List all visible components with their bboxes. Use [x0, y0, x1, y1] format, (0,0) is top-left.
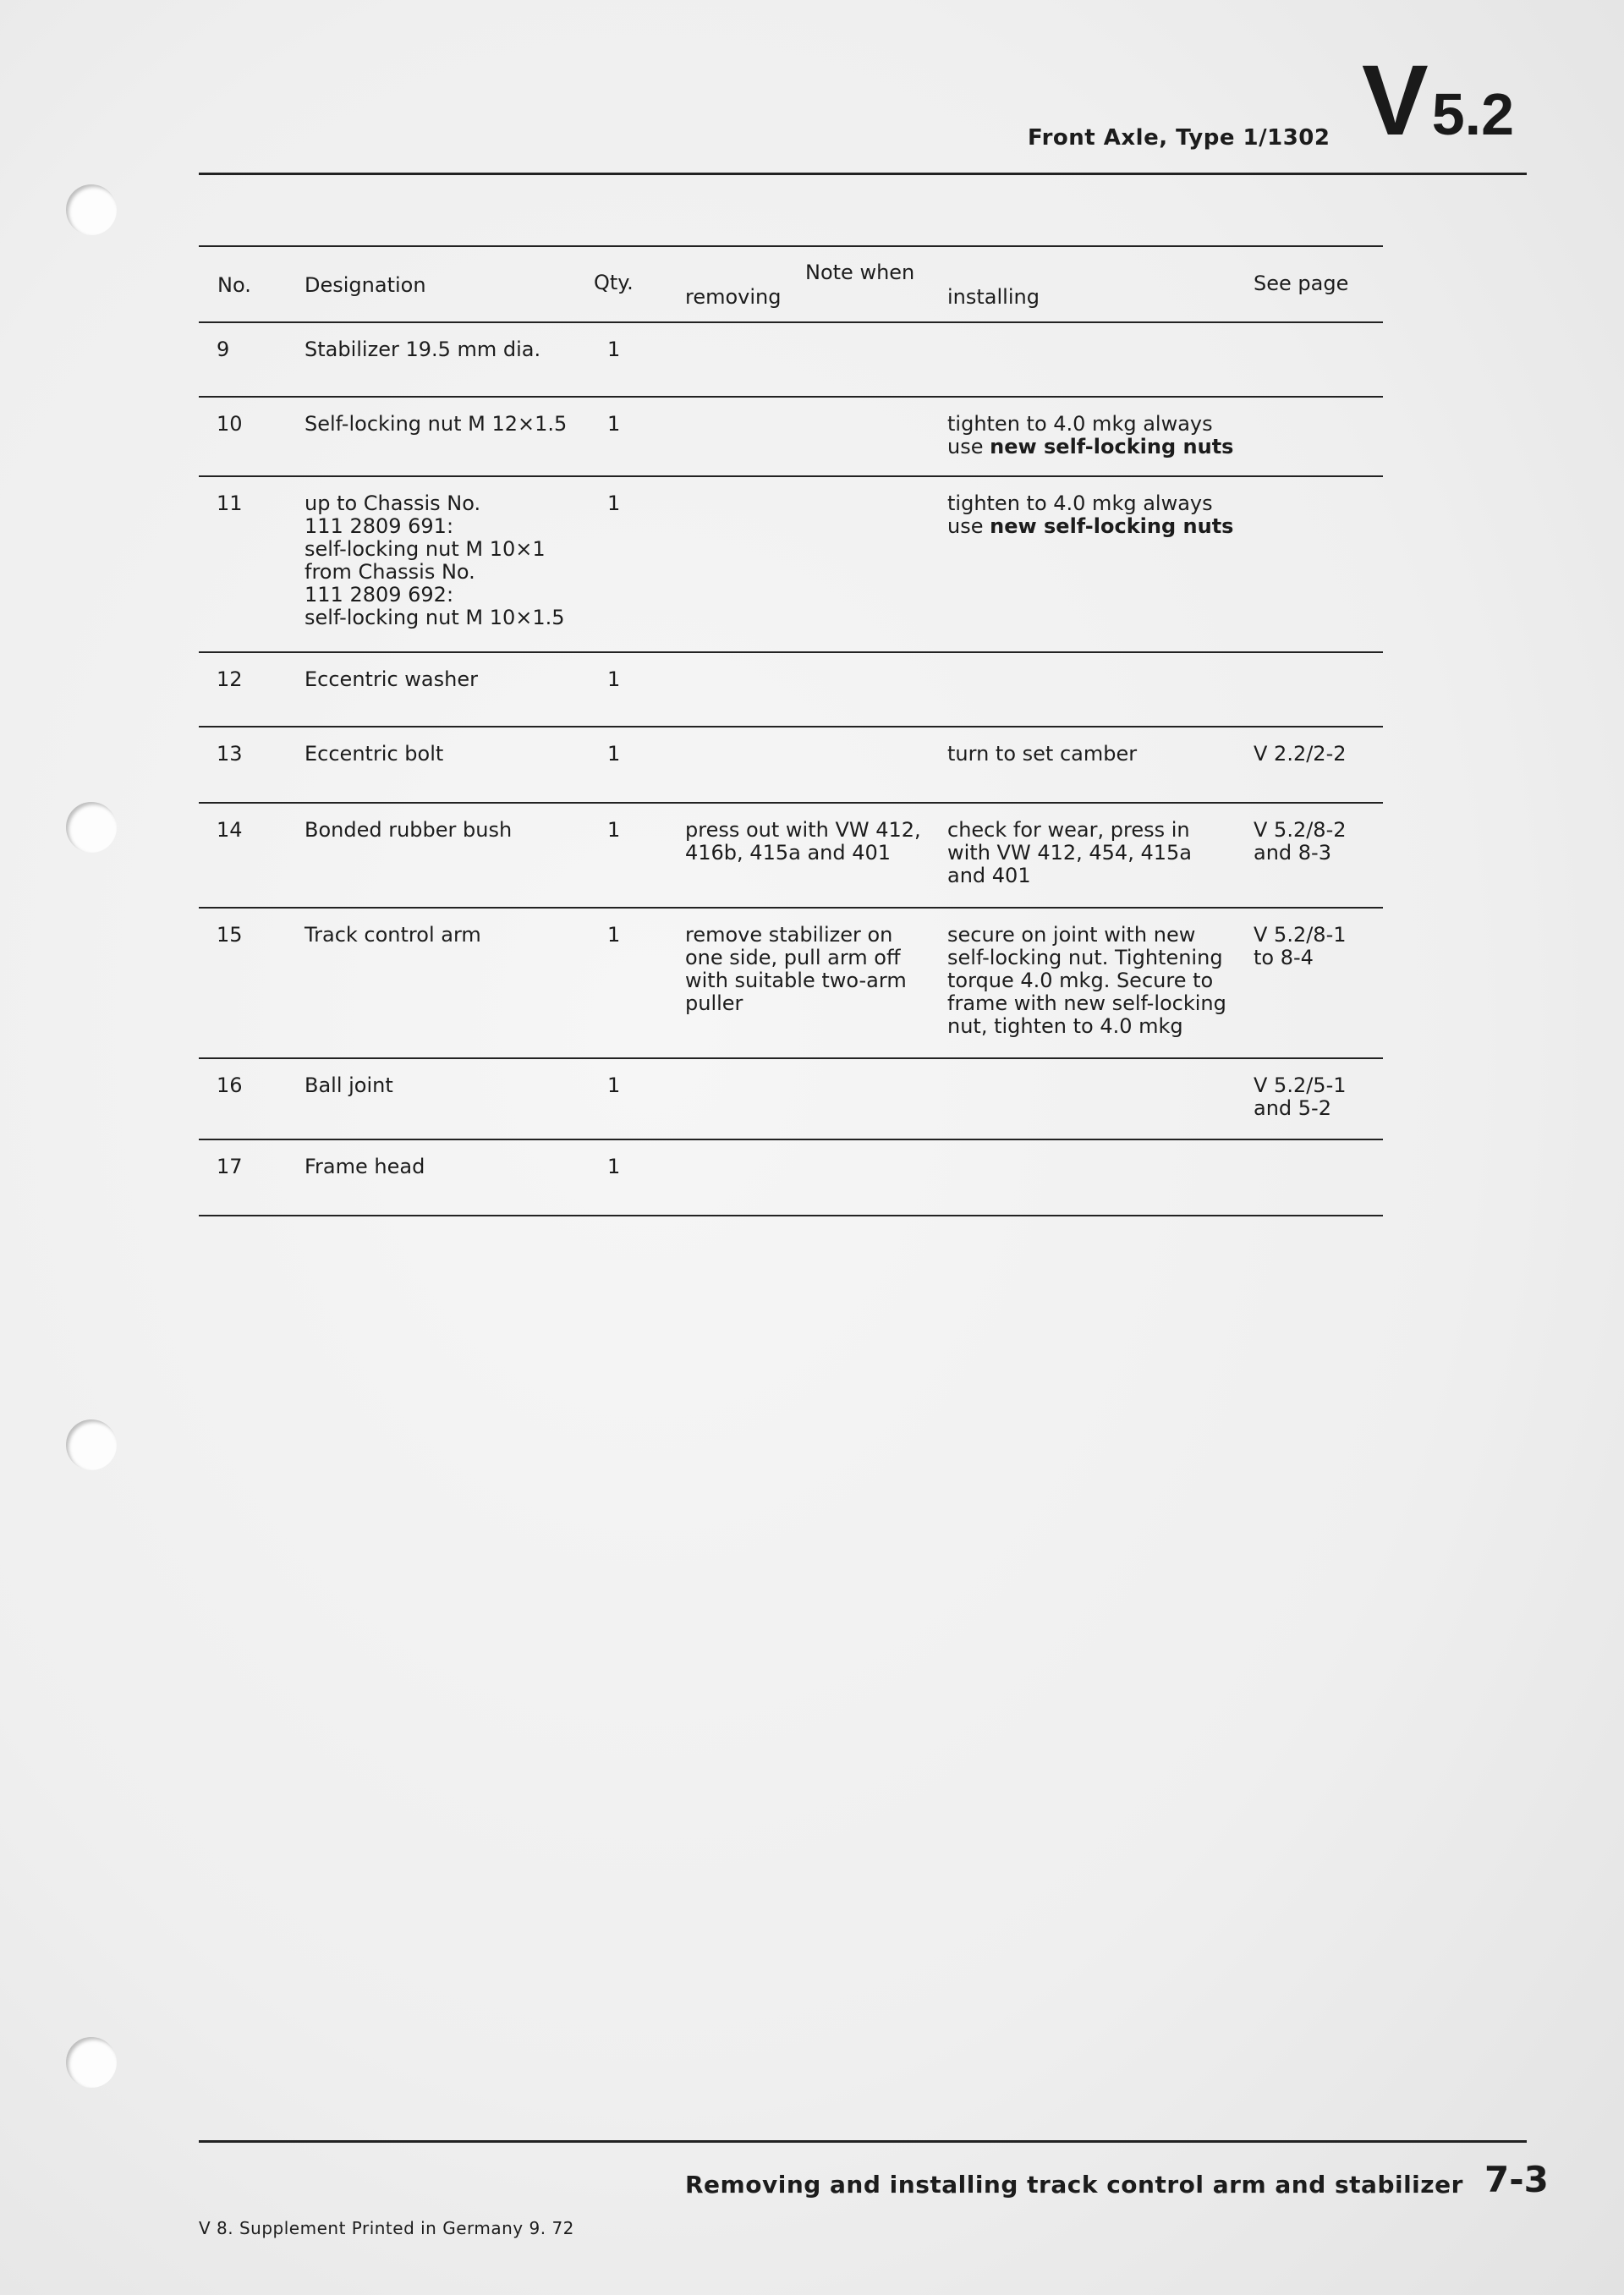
installing-note-text: turn to set camber	[947, 742, 1138, 766]
row-qty: 1	[607, 412, 621, 436]
row-installing-note	[947, 743, 1137, 766]
row-divider	[199, 1215, 1383, 1216]
row-qty: 1	[607, 818, 621, 842]
row-divider	[199, 907, 1383, 909]
footer-rule	[199, 2140, 1527, 2143]
punch-hole	[66, 802, 117, 853]
installing-note-emphasis: new self-locking nuts	[990, 435, 1234, 458]
row-qty: 1	[607, 491, 621, 515]
row-no: 16	[217, 1073, 243, 1097]
installing-note-text: check for wear, press in with VW 412, 454, 415a and 401	[947, 818, 1192, 887]
row-designation: Eccentric washer	[304, 667, 478, 691]
row-designation: up to Chassis No. 111 2809 691: self-locking nut M 10×1 from Chassis No. 111 2809 692: self-locking nut M 10×1.5	[304, 491, 565, 629]
row-designation: Eccentric bolt	[304, 742, 444, 766]
row-qty: 1	[607, 923, 621, 947]
row-no: 11	[217, 491, 243, 515]
col-designation: Designation	[304, 273, 426, 297]
punch-hole	[66, 2037, 117, 2088]
row-no: 14	[217, 818, 243, 842]
col-removing: removing	[685, 285, 782, 309]
row-no: 12	[217, 667, 243, 691]
row-see-page: V 2.2/2-2	[1254, 742, 1347, 766]
row-see-page: V 5.2/8-1 to 8-4	[1254, 923, 1347, 969]
row-designation: Ball joint	[304, 1073, 393, 1097]
row-removing-note: press out with VW 412, 416b, 415a and 401	[685, 818, 921, 865]
row-divider	[199, 651, 1383, 653]
col-installing: installing	[947, 285, 1040, 309]
row-see-page: V 5.2/5-1 and 5-2	[1254, 1073, 1347, 1120]
row-divider	[199, 396, 1383, 398]
row-no: 13	[217, 742, 243, 766]
row-installing-note	[947, 819, 1192, 887]
row-no: 9	[217, 338, 230, 361]
row-divider	[199, 726, 1383, 727]
row-designation: Frame head	[304, 1155, 425, 1178]
row-no: 15	[217, 923, 243, 947]
row-divider	[199, 1139, 1383, 1140]
row-designation: Stabilizer 19.5 mm dia.	[304, 338, 541, 361]
col-see-page: See page	[1254, 272, 1349, 295]
row-installing-note	[947, 492, 1233, 538]
row-qty: 1	[607, 667, 621, 691]
table-header-rule	[199, 321, 1383, 323]
row-designation: Track control arm	[304, 923, 481, 947]
punch-hole	[66, 1419, 117, 1470]
row-qty: 1	[607, 338, 621, 361]
row-designation: Self-locking nut M 12×1.5	[304, 412, 568, 436]
row-installing-note	[947, 924, 1226, 1038]
row-no: 17	[217, 1155, 243, 1178]
row-qty: 1	[607, 1155, 621, 1178]
installing-note-emphasis: new self-locking nuts	[990, 514, 1234, 538]
section-code-letter: V	[1362, 45, 1429, 156]
row-designation: Bonded rubber bush	[304, 818, 513, 842]
row-no: 10	[217, 412, 243, 436]
col-note-when: Note when	[805, 261, 915, 284]
print-info: V 8. Supplement Printed in Germany 9. 72	[199, 2218, 574, 2238]
installing-note-text: secure on joint with new self-locking nut. Tightening torque 4.0 mkg. Secure to frame with new self-locking nut, tighten to 4.0 mkg	[947, 923, 1226, 1038]
page-title: Front Axle, Type 1/1302	[1028, 125, 1330, 151]
row-qty: 1	[607, 1073, 621, 1097]
header-rule	[199, 173, 1527, 175]
footer-title: Removing and installing track control arm and stabilizer	[685, 2171, 1463, 2199]
row-divider	[199, 802, 1383, 804]
col-qty: Qty.	[594, 271, 634, 294]
punch-hole	[66, 184, 117, 235]
row-installing-note	[947, 413, 1233, 458]
section-code	[1362, 45, 1515, 156]
row-qty: 1	[607, 742, 621, 766]
row-removing-note: remove stabilizer on one side, pull arm off with suitable two-arm puller	[685, 923, 907, 1015]
row-divider	[199, 475, 1383, 477]
installing-note-text: tighten to 4.0 mkg always use	[947, 412, 1213, 458]
installing-note-text: tighten to 4.0 mkg always use	[947, 491, 1213, 538]
row-divider	[199, 1057, 1383, 1059]
table-top-rule	[199, 245, 1383, 247]
row-see-page: V 5.2/8-2 and 8-3	[1254, 818, 1347, 865]
section-code-number: 5.2	[1431, 81, 1515, 147]
page-number: 7-3	[1484, 2159, 1549, 2200]
col-no: No.	[217, 273, 251, 297]
